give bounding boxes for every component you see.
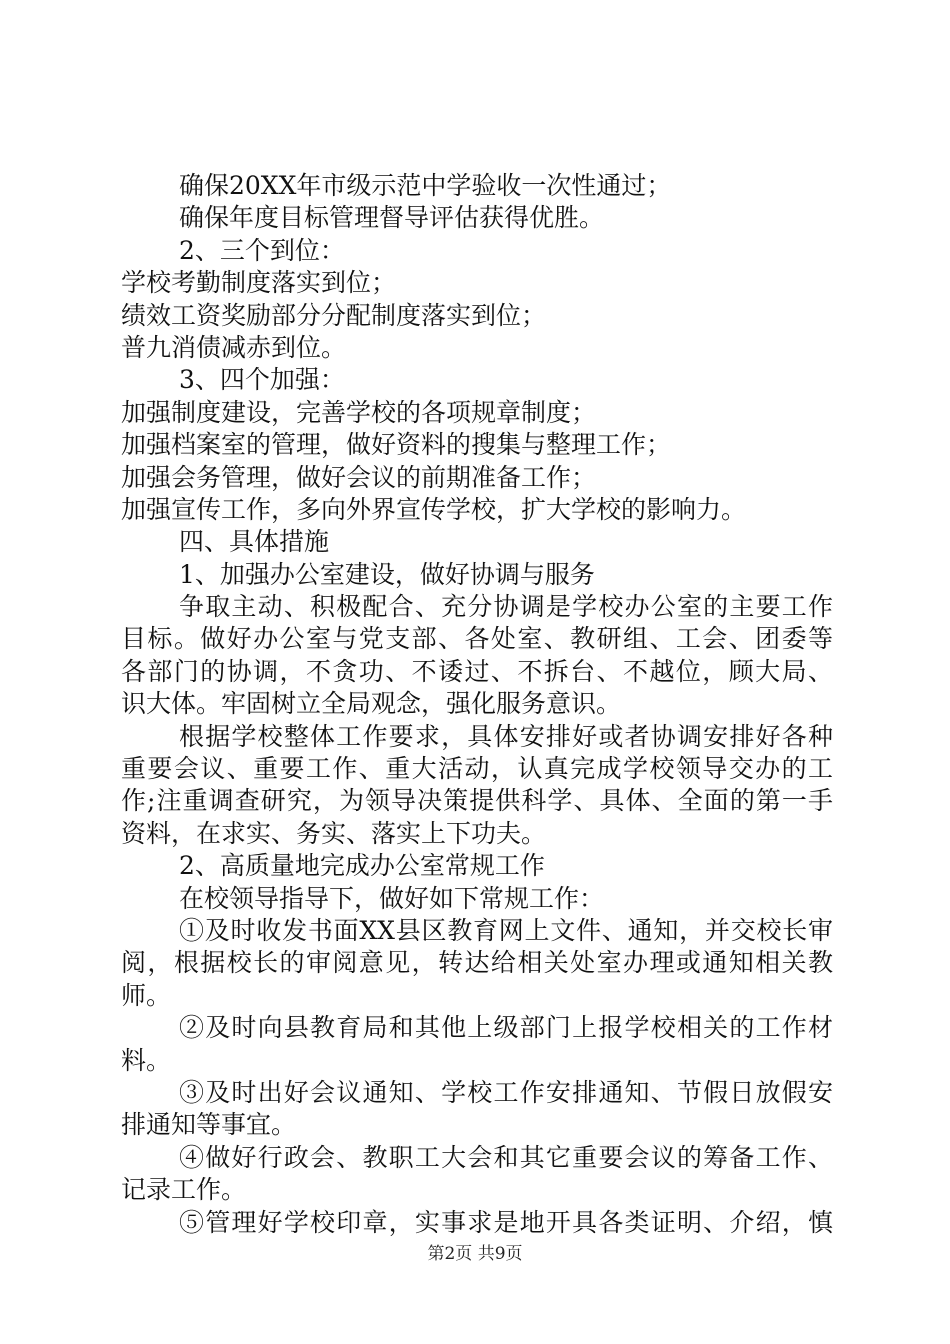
text-line: 2、高质量地完成办公室常规工作 [179, 851, 545, 881]
text-line: ①及时收发书面XX县区教育网上文件、通知，并交校长审 [179, 915, 833, 945]
text-line: 1、加强办公室建设，做好协调与服务 [179, 559, 595, 589]
text-line: 四、具体措施 [179, 527, 330, 557]
page-footer: 第2页 共9页 [427, 1244, 523, 1264]
text-line: 师。 [121, 980, 172, 1010]
text-line: 确保20XX年市级示范中学验收一次性通过； [179, 171, 672, 200]
text-line: ②及时向县教育局和其他上级部门上报学校相关的工作材 [179, 1013, 833, 1043]
text-line: ⑤管理好学校印章，实事求是地开具各类证明、介绍，慎 [179, 1207, 833, 1237]
text-line: 加强制度建设，完善学校的各项规章制度； [121, 397, 597, 427]
text-line: 加强会务管理，做好会议的前期准备工作； [121, 462, 597, 492]
text-line: 识大体。牢固树立全局观念，强化服务意识。 [121, 689, 622, 719]
text-line: 加强宣传工作，多向外界宣传学校，扩大学校的影响力。 [121, 494, 747, 524]
text-line: 阅，根据校长的审阅意见，转达给相关处室办理或通知相关教 [121, 948, 833, 978]
text-line: 资料，在求实、务实、落实上下功夫。 [121, 818, 547, 848]
document-body [121, 170, 833, 1239]
text-line: 作;注重调查研究，为领导决策提供科学、具体、全面的第一手 [121, 786, 833, 816]
text-line: 在校领导指导下，做好如下常规工作： [179, 883, 605, 913]
text-line: ④做好行政会、教职工大会和其它重要会议的筹备工作、 [179, 1142, 833, 1172]
text-line: 料。 [121, 1045, 172, 1075]
text-line: 记录工作。 [121, 1175, 247, 1205]
text-line: 绩效工资奖励部分分配制度落实到位； [121, 300, 547, 330]
text-line: ③及时出好会议通知、学校工作安排通知、节假日放假安 [179, 1077, 833, 1107]
text-line: 学校考勤制度落实到位； [121, 268, 397, 298]
text-line: 争取主动、积极配合、充分协调是学校办公室的主要工作 [179, 592, 833, 622]
text-line: 目标。做好办公室与党支部、各处室、教研组、工会、团委等 [121, 624, 833, 654]
text-line: 各部门的协调，不贪功、不诿过、不拆台、不越位，顾大局、 [121, 656, 833, 686]
text-line: 2、三个到位： [179, 235, 345, 265]
text-line: 3、四个加强： [179, 365, 345, 395]
text-line: 确保年度目标管理督导评估获得优胜。 [179, 203, 605, 233]
text-line: 排通知等事宜。 [121, 1110, 297, 1140]
text-line: 根据学校整体工作要求，具体安排好或者协调安排好各种 [179, 721, 833, 751]
text-line: 加强档案室的管理，做好资料的搜集与整理工作； [121, 430, 672, 460]
text-line: 重要会议、重要工作、重大活动，认真完成学校领导交办的工 [121, 754, 833, 784]
text-line: 普九消债减赤到位。 [121, 332, 347, 362]
